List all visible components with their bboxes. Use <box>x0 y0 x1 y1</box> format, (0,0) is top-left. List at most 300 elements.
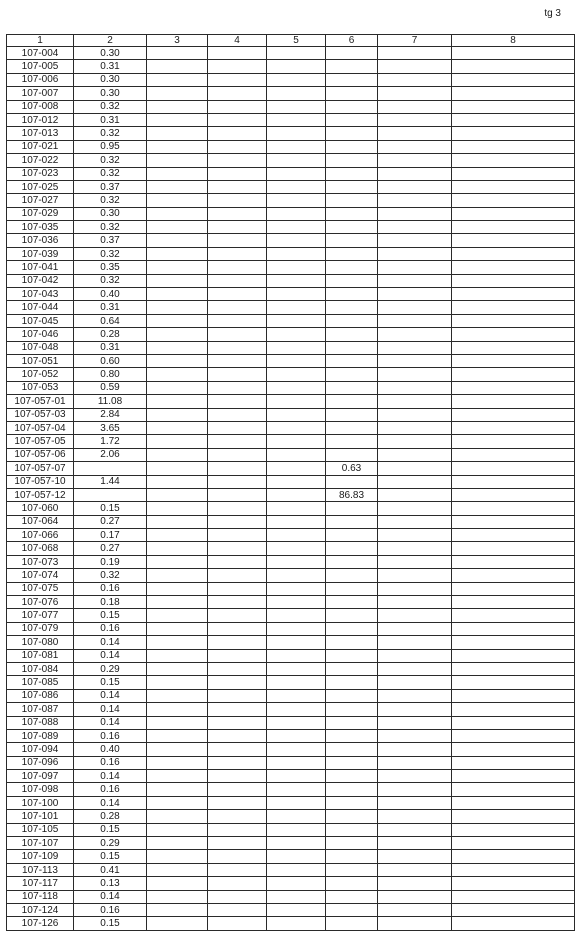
table-cell <box>147 515 208 528</box>
table-cell <box>326 502 378 515</box>
table-row <box>7 837 575 850</box>
table-cell <box>378 247 452 260</box>
table-cell <box>147 542 208 555</box>
table-cell: 0.32 <box>74 274 147 287</box>
table-cell <box>378 301 452 314</box>
table-cell <box>326 890 378 903</box>
table-cell <box>208 596 267 609</box>
table-cell: 107-088 <box>7 716 74 729</box>
table-cell <box>326 596 378 609</box>
table-cell <box>267 609 326 622</box>
table-cell <box>452 904 575 917</box>
table-cell <box>452 810 575 823</box>
table-row <box>7 87 575 100</box>
table-cell: 2.84 <box>74 408 147 421</box>
table-cell <box>378 756 452 769</box>
table-cell <box>378 127 452 140</box>
table-cell <box>267 154 326 167</box>
table-cell <box>147 154 208 167</box>
table-cell: 0.60 <box>74 354 147 367</box>
table-cell <box>147 596 208 609</box>
table-cell <box>326 649 378 662</box>
table-row <box>7 180 575 193</box>
table-cell <box>452 689 575 702</box>
table-row <box>7 823 575 836</box>
table-cell <box>147 837 208 850</box>
table-cell: 0.37 <box>74 234 147 247</box>
column-header: 3 <box>147 35 208 47</box>
table-cell: 107-117 <box>7 877 74 890</box>
table-cell <box>267 180 326 193</box>
table-row <box>7 368 575 381</box>
table-row <box>7 127 575 140</box>
table-cell <box>452 221 575 234</box>
table-cell: 0.14 <box>74 649 147 662</box>
table-cell <box>452 207 575 220</box>
table-cell <box>378 636 452 649</box>
table-cell <box>267 716 326 729</box>
table-row <box>7 261 575 274</box>
table-row <box>7 515 575 528</box>
table-cell <box>326 823 378 836</box>
table-cell <box>267 314 326 327</box>
table-cell <box>147 127 208 140</box>
table-cell: 107-057-06 <box>7 448 74 461</box>
table-row <box>7 703 575 716</box>
table-cell <box>208 354 267 367</box>
table-cell <box>378 863 452 876</box>
table-cell <box>326 180 378 193</box>
table-cell <box>267 47 326 60</box>
table-cell <box>267 274 326 287</box>
table-cell <box>326 301 378 314</box>
table-cell <box>378 354 452 367</box>
table-cell <box>378 140 452 153</box>
table-cell: 0.14 <box>74 796 147 809</box>
table-cell: 107-087 <box>7 703 74 716</box>
table-cell <box>378 341 452 354</box>
table-row <box>7 60 575 73</box>
table-row <box>7 288 575 301</box>
table-cell <box>267 810 326 823</box>
table-cell <box>452 796 575 809</box>
table-cell <box>452 756 575 769</box>
table-cell <box>326 863 378 876</box>
table-cell <box>452 783 575 796</box>
table-cell <box>326 904 378 917</box>
table-cell <box>452 127 575 140</box>
table-cell <box>452 341 575 354</box>
table-cell <box>378 448 452 461</box>
table-row <box>7 73 575 86</box>
table-cell <box>326 555 378 568</box>
table-row <box>7 810 575 823</box>
table-cell: 107-097 <box>7 770 74 783</box>
table-cell <box>378 47 452 60</box>
table-cell: 0.28 <box>74 328 147 341</box>
table-cell: 0.59 <box>74 381 147 394</box>
table-cell <box>452 555 575 568</box>
data-table <box>6 34 575 931</box>
table-cell <box>326 689 378 702</box>
table-cell <box>267 850 326 863</box>
table-cell: 107-035 <box>7 221 74 234</box>
table-cell <box>452 703 575 716</box>
table-row <box>7 194 575 207</box>
table-cell <box>378 823 452 836</box>
table-cell <box>267 354 326 367</box>
table-cell: 107-045 <box>7 314 74 327</box>
table-cell <box>208 823 267 836</box>
table-cell <box>378 154 452 167</box>
table-cell: 0.28 <box>74 810 147 823</box>
table-cell <box>326 475 378 488</box>
table-cell: 0.31 <box>74 60 147 73</box>
table-cell <box>452 180 575 193</box>
table-cell <box>208 783 267 796</box>
table-cell <box>208 636 267 649</box>
table-cell <box>267 167 326 180</box>
table-cell <box>452 60 575 73</box>
table-cell <box>267 448 326 461</box>
table-cell: 1.44 <box>74 475 147 488</box>
table-cell: 0.95 <box>74 140 147 153</box>
table-cell <box>326 127 378 140</box>
table-cell <box>208 328 267 341</box>
table-cell <box>147 609 208 622</box>
table-cell <box>267 863 326 876</box>
table-cell: 107-036 <box>7 234 74 247</box>
table-cell: 107-080 <box>7 636 74 649</box>
table-cell <box>267 421 326 434</box>
table-cell <box>147 850 208 863</box>
table-cell <box>147 368 208 381</box>
table-cell <box>452 381 575 394</box>
table-cell <box>326 167 378 180</box>
table-row <box>7 140 575 153</box>
table-cell <box>326 341 378 354</box>
table-cell <box>326 810 378 823</box>
table-row <box>7 381 575 394</box>
table-cell <box>147 47 208 60</box>
table-cell: 2.06 <box>74 448 147 461</box>
table-cell <box>147 381 208 394</box>
table-cell: 107-013 <box>7 127 74 140</box>
table-cell <box>208 154 267 167</box>
table-cell <box>147 622 208 635</box>
table-row <box>7 354 575 367</box>
table-cell <box>326 154 378 167</box>
table-cell <box>326 408 378 421</box>
table-cell <box>267 890 326 903</box>
table-cell <box>208 770 267 783</box>
table-cell <box>147 917 208 930</box>
table-cell <box>208 87 267 100</box>
table-cell <box>208 261 267 274</box>
table-cell: 0.17 <box>74 529 147 542</box>
table-cell: 0.13 <box>74 877 147 890</box>
table-cell <box>267 221 326 234</box>
table-cell <box>326 703 378 716</box>
table-cell <box>378 194 452 207</box>
table-cell: 107-077 <box>7 609 74 622</box>
table-cell <box>208 395 267 408</box>
table-cell <box>378 488 452 501</box>
table-cell: 107-079 <box>7 622 74 635</box>
table-cell: 0.18 <box>74 596 147 609</box>
table-cell <box>208 609 267 622</box>
table-cell <box>208 221 267 234</box>
table-cell <box>326 676 378 689</box>
table-cell <box>326 515 378 528</box>
table-cell: 0.40 <box>74 743 147 756</box>
table-row <box>7 488 575 501</box>
table-cell <box>74 462 147 475</box>
table-cell <box>267 408 326 421</box>
table-cell: 107-041 <box>7 261 74 274</box>
table-cell <box>326 743 378 756</box>
table-cell <box>267 328 326 341</box>
table-cell <box>267 529 326 542</box>
table-cell: 0.14 <box>74 890 147 903</box>
table-cell <box>326 636 378 649</box>
table-row <box>7 113 575 126</box>
table-cell <box>147 636 208 649</box>
table-cell: 107-053 <box>7 381 74 394</box>
table-cell <box>147 756 208 769</box>
table-cell: 107-064 <box>7 515 74 528</box>
table-cell <box>147 890 208 903</box>
table-cell: 0.41 <box>74 863 147 876</box>
table-cell <box>267 301 326 314</box>
table-cell <box>208 60 267 73</box>
table-cell <box>208 904 267 917</box>
table-cell <box>147 448 208 461</box>
table-cell <box>147 421 208 434</box>
table-cell <box>378 60 452 73</box>
table-cell <box>267 917 326 930</box>
table-cell: 107-042 <box>7 274 74 287</box>
table-cell: 3.65 <box>74 421 147 434</box>
table-cell <box>378 368 452 381</box>
table-cell <box>208 475 267 488</box>
table-cell <box>267 488 326 501</box>
table-cell <box>378 381 452 394</box>
table-cell <box>378 662 452 675</box>
table-cell <box>147 743 208 756</box>
table-cell: 0.15 <box>74 917 147 930</box>
table-cell <box>147 234 208 247</box>
table-cell <box>378 180 452 193</box>
table-row <box>7 395 575 408</box>
table-cell: 107-113 <box>7 863 74 876</box>
table-cell: 107-025 <box>7 180 74 193</box>
table-cell: 107-096 <box>7 756 74 769</box>
table-cell <box>267 127 326 140</box>
table-cell <box>378 689 452 702</box>
table-cell <box>208 502 267 515</box>
table-cell <box>452 877 575 890</box>
table-cell <box>208 542 267 555</box>
table-cell <box>267 261 326 274</box>
table-cell: 0.31 <box>74 113 147 126</box>
table-cell <box>326 569 378 582</box>
table-cell <box>267 823 326 836</box>
table-cell <box>326 542 378 555</box>
table-cell <box>452 649 575 662</box>
table-cell <box>326 207 378 220</box>
table-cell <box>452 435 575 448</box>
table-cell <box>452 917 575 930</box>
table-cell <box>378 221 452 234</box>
table-cell <box>452 609 575 622</box>
table-cell <box>147 60 208 73</box>
table-cell <box>208 569 267 582</box>
table-cell <box>208 274 267 287</box>
table-cell <box>452 100 575 113</box>
table-cell <box>452 582 575 595</box>
table-cell: 107-068 <box>7 542 74 555</box>
table-cell: 0.32 <box>74 247 147 260</box>
table-cell <box>378 904 452 917</box>
table-cell <box>208 234 267 247</box>
table-cell <box>208 689 267 702</box>
table-cell <box>378 167 452 180</box>
table-cell: 86.83 <box>326 488 378 501</box>
table-cell <box>147 341 208 354</box>
table-cell: 0.15 <box>74 850 147 863</box>
table-cell <box>326 274 378 287</box>
table-cell <box>208 863 267 876</box>
table-cell <box>378 582 452 595</box>
table-cell <box>378 502 452 515</box>
table-cell: 107-101 <box>7 810 74 823</box>
table-row <box>7 221 575 234</box>
table-cell <box>267 113 326 126</box>
table-cell <box>147 569 208 582</box>
table-cell <box>326 622 378 635</box>
table-cell <box>452 314 575 327</box>
table-cell: 107-084 <box>7 662 74 675</box>
table-cell <box>147 662 208 675</box>
table-cell <box>378 649 452 662</box>
table-cell <box>326 140 378 153</box>
table-cell <box>208 368 267 381</box>
table-cell <box>378 288 452 301</box>
table-cell <box>267 60 326 73</box>
table-cell: 0.27 <box>74 515 147 528</box>
table-cell: 107-060 <box>7 502 74 515</box>
table-cell: 107-105 <box>7 823 74 836</box>
table-row <box>7 301 575 314</box>
table-cell: 107-074 <box>7 569 74 582</box>
table-cell: 0.27 <box>74 542 147 555</box>
table-cell: 0.64 <box>74 314 147 327</box>
column-header: 4 <box>208 35 267 47</box>
table-cell <box>452 167 575 180</box>
table-row <box>7 234 575 247</box>
table-cell <box>452 529 575 542</box>
table-row <box>7 502 575 515</box>
table-cell <box>452 154 575 167</box>
table-cell <box>267 756 326 769</box>
table-cell <box>147 703 208 716</box>
table-cell: 107-023 <box>7 167 74 180</box>
table-cell <box>147 408 208 421</box>
table-cell: 107-004 <box>7 47 74 60</box>
table-cell <box>378 743 452 756</box>
table-cell <box>378 850 452 863</box>
table-cell <box>208 127 267 140</box>
table-cell <box>452 140 575 153</box>
table-cell <box>378 676 452 689</box>
table-cell <box>147 354 208 367</box>
table-cell: 107-021 <box>7 140 74 153</box>
table-cell <box>147 676 208 689</box>
table-cell <box>208 877 267 890</box>
table-cell <box>452 770 575 783</box>
table-cell <box>378 408 452 421</box>
table-cell <box>378 475 452 488</box>
table-cell <box>452 676 575 689</box>
table-cell <box>208 837 267 850</box>
table-cell <box>147 167 208 180</box>
table-cell: 0.31 <box>74 301 147 314</box>
table-cell <box>452 261 575 274</box>
table-cell: 0.16 <box>74 622 147 635</box>
table-cell <box>147 555 208 568</box>
table-cell <box>147 462 208 475</box>
table-cell: 107-107 <box>7 837 74 850</box>
table-row <box>7 328 575 341</box>
table-cell: 107-085 <box>7 676 74 689</box>
table-cell <box>378 729 452 742</box>
table-cell <box>267 703 326 716</box>
table-cell <box>326 716 378 729</box>
table-cell <box>452 274 575 287</box>
table-cell <box>267 729 326 742</box>
table-cell <box>147 288 208 301</box>
table-cell <box>147 261 208 274</box>
table-row <box>7 716 575 729</box>
table-cell <box>326 247 378 260</box>
table-cell: 107-057-10 <box>7 475 74 488</box>
table-cell <box>267 622 326 635</box>
table-row <box>7 462 575 475</box>
table-cell <box>326 582 378 595</box>
table-cell <box>378 542 452 555</box>
table-row <box>7 689 575 702</box>
column-header: 1 <box>7 35 74 47</box>
table-cell <box>208 448 267 461</box>
table-cell: 0.30 <box>74 87 147 100</box>
table-cell <box>208 301 267 314</box>
table-cell: 0.14 <box>74 636 147 649</box>
table-cell <box>326 354 378 367</box>
table-cell <box>267 475 326 488</box>
table-cell <box>452 716 575 729</box>
table-cell: 107-057-04 <box>7 421 74 434</box>
table-cell <box>326 60 378 73</box>
table-cell <box>208 716 267 729</box>
table-row <box>7 421 575 434</box>
table-cell <box>147 502 208 515</box>
table-cell <box>452 636 575 649</box>
table-cell <box>378 796 452 809</box>
table-row <box>7 743 575 756</box>
table-row <box>7 167 575 180</box>
table-cell <box>267 140 326 153</box>
